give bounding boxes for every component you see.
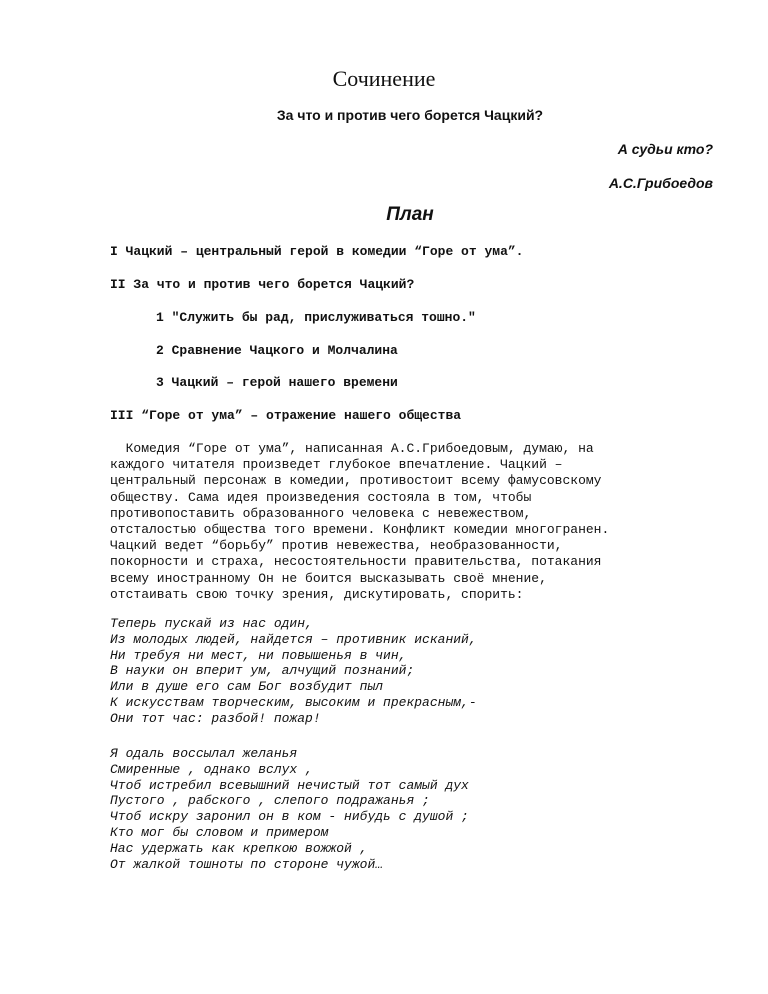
poem-line: Кто мог бы словом и примером [110,824,329,840]
poem-line: К искусствам творческим, высоким и прекрасным,- [110,694,477,710]
poem-line: Смиренные , однако вслух , [110,761,313,777]
paragraph-line: центральный персонаж в комедии, противостоит всему фамусовскому [110,473,602,489]
paragraph-line: обществу. Сама идея произведения состояла в том, чтобы [110,489,532,505]
plan-item-3: III “Горе от ума” – отражение нашего общества [110,408,462,423]
essay-paragraph [110,441,750,603]
poem-line: Нас удержать как крепкою вожжой , [110,840,368,856]
paragraph-line: покорности и страха, несостоятельности правительства, потакания [110,554,602,570]
epigraph-author: А.С.Грибоедов [608,175,713,191]
poem-line: Или в душе его сам Бог возбудит пыл [110,679,384,695]
poem-line: Они тот час: разбой! пожар! [110,710,321,726]
document-subtitle: За что и против чего борется Чацкий? [276,107,544,123]
paragraph-line: каждого читателя произведет глубокое впечатление. Чацкий – [110,457,563,473]
poem-line: Чтоб искру заронил он в ком - нибудь с душой ; [110,809,469,825]
poem-line: От жалкой тошноты по стороне чужой… [110,856,384,872]
poem-line: Ни требуя ни мест, ни повышенья в чин, [110,647,407,663]
plan-item-1: I Чацкий – центральный герой в комедии “Горе от ума”. [110,244,524,259]
poem-quote-2 [110,746,469,872]
poem-line: Я одаль воссылал желанья [110,746,298,761]
paragraph-line: отстаивать свою точку зрения, дискутировать, спорить: [110,586,524,602]
poem-line: Пустого , рабского , слепого подражанья ; [110,793,430,809]
poem-line: Из молодых людей, найдется – противник исканий, [110,631,477,647]
poem-line: В науки он вперит ум, алчущий познаний; [110,663,415,679]
document-title: Сочинение [332,66,436,91]
poem-line: Чтоб истребил всевышний нечистый тот самый дух [110,777,469,793]
plan-subitem-1: 1 "Служить бы рад, прислуживаться тошно." [156,310,476,325]
paragraph-line: противопоставить образованного человека с невежеством, [110,505,532,521]
paragraph-line: Чацкий ведет “борьбу” против невежества, необразованности, [110,538,563,554]
paragraph-line: отсталостью общества того времени. Конфликт комедии многогранен. [110,522,610,538]
plan-subitem-3: 3 Чацкий – герой нашего времени [156,375,398,390]
paragraph-line: всему иностранному Он не боится высказывать своё мнение, [110,570,547,586]
plan-subitem-2: 2 Сравнение Чацкого и Молчалина [156,343,398,358]
plan-item-2: II За что и против чего борется Чацкий? [110,277,415,292]
poem-quote-1 [110,616,477,727]
poem-line: Теперь пускай из нас один, [110,616,313,631]
plan-heading: План [386,204,434,225]
epigraph-quote: А судьи кто? [617,141,713,157]
paragraph-line: Комедия “Горе от ума”, написанная А.С.Грибоедовым, думаю, на [110,441,594,456]
